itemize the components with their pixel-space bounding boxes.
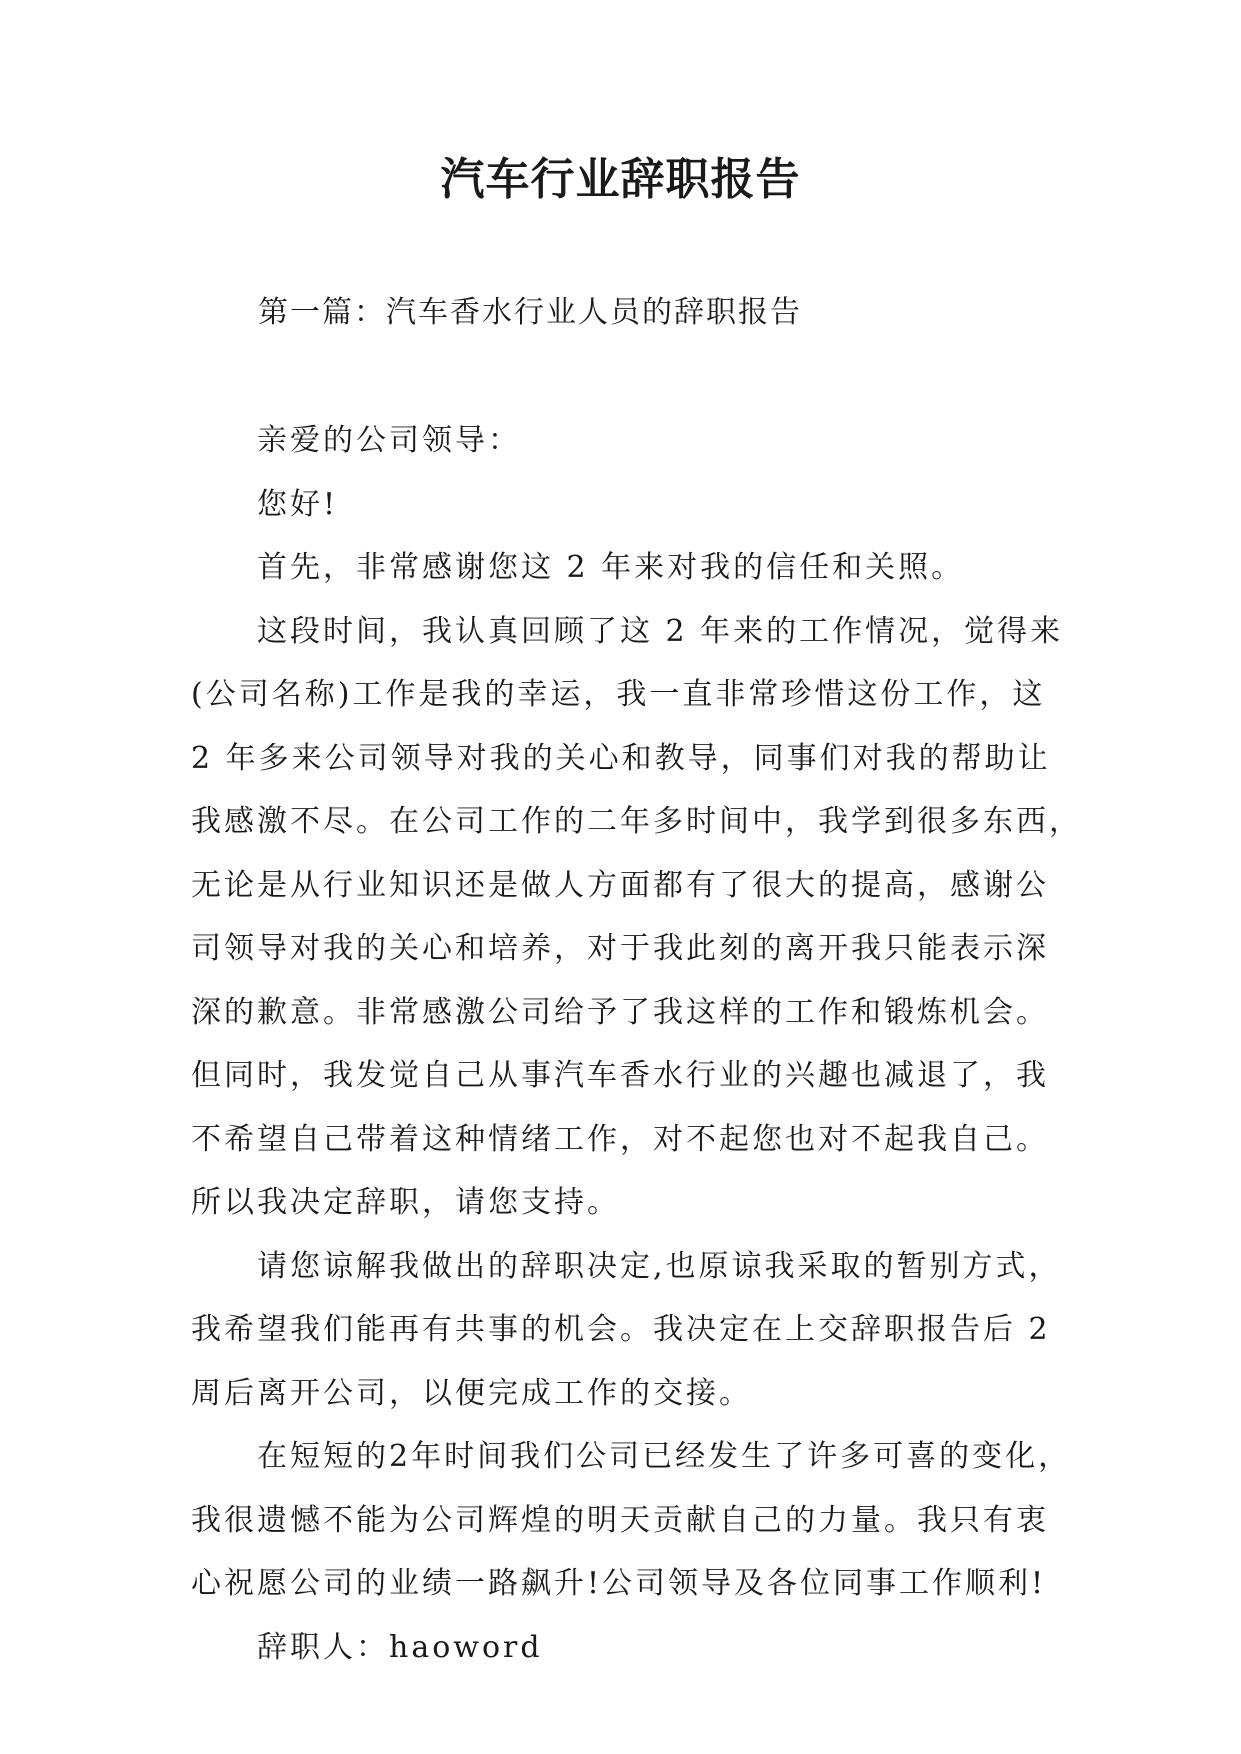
text-line: 请您谅解我做出的辞职决定,也原谅我采取的暂别方式， (257, 1248, 1062, 1284)
text-line: 所以我决定辞职，请您支持。 (191, 1185, 620, 1220)
text-line: 在短短的2年时间我们公司已经发生了许多可喜的变化， (257, 1439, 1072, 1474)
text-line: 司领导对我的关心和培养，对于我此刻的离开我只能表示深 (191, 931, 1049, 966)
text-line: 周后离开公司，以便完成工作的交接。 (191, 1375, 752, 1411)
text-line: 不希望自己带着这种情绪工作，对不起您也对不起我自己。 (191, 1121, 1049, 1157)
text-line: 2 年多来公司领导对我的关心和教导，同事们对我的帮助让 (191, 740, 1051, 776)
text-line: 我希望我们能再有共事的机会。我决定在上交辞职报告后 2 (191, 1312, 1051, 1347)
text-line: 亲爱的公司领导： (257, 423, 521, 458)
document-body (191, 409, 1091, 1679)
text-line: 这段时间，我认真回顾了这 2 年来的工作情况，觉得来 (257, 613, 1064, 649)
text-line: 但同时，我发觉自己从事汽车香水行业的兴趣也减退了，我 (191, 1058, 1049, 1093)
text-line: 您好! (257, 486, 339, 522)
text-line: 我感激不尽。在公司工作的二年多时间中，我学到很多东西， (191, 804, 1082, 839)
text-line: 无论是从行业知识还是做人方面都有了很大的提高，感谢公 (191, 867, 1049, 903)
text-line: 深的歉意。非常感激公司给予了我这样的工作和锻炼机会。 (191, 994, 1049, 1030)
text-line: (公司名称)工作是我的幸运，我一直非常珍惜这份工作，这 (191, 677, 1046, 712)
text-line: 心祝愿公司的业绩一路飙升!公司领导及各位同事工作顺利! (191, 1566, 1047, 1601)
section-heading: 第一篇：汽车香水行业人员的辞职报告 (258, 295, 802, 330)
text-line: 我很遗憾不能为公司辉煌的明天贡献自己的力量。我只有衷 (191, 1502, 1049, 1538)
document-title: 汽车行业辞职报告 (440, 154, 801, 205)
text-line: 首先，非常感谢您这 2 年来对我的信任和关照。 (257, 550, 965, 585)
text-line: 辞职人：haoword (257, 1629, 543, 1665)
